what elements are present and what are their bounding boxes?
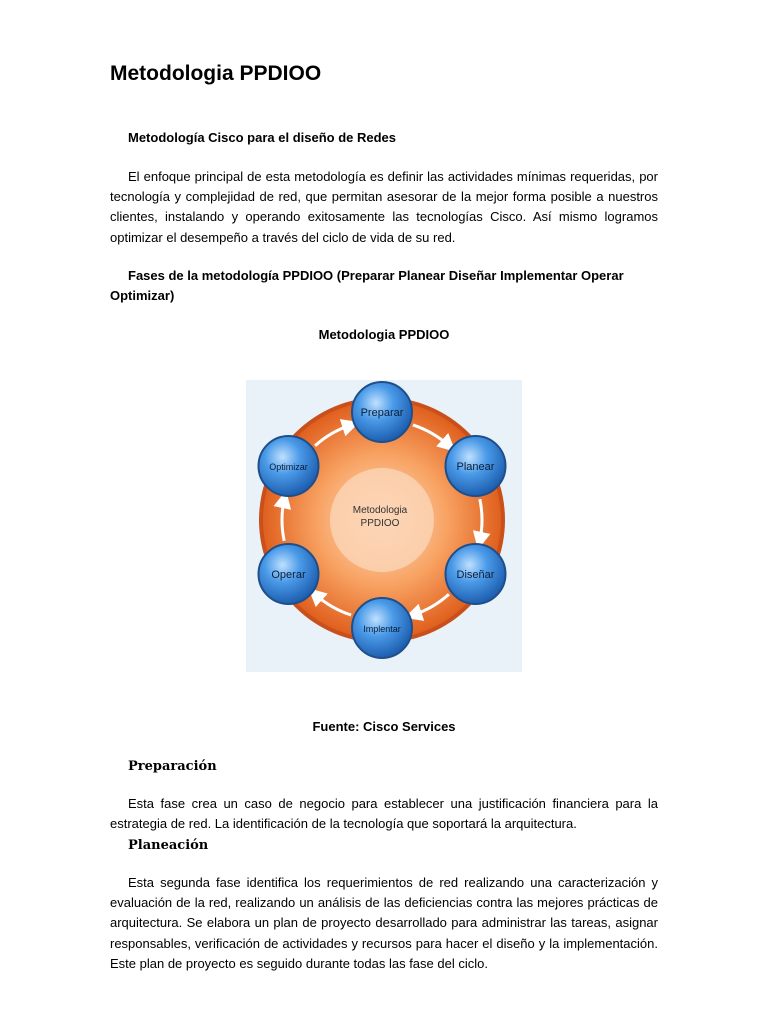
phase-node-label: Preparar [360,407,404,419]
section-text-planeacion: Esta segunda fase identifica los requerimientos de red realizando una caracterización y evaluación de la red, realizando un análisis de las deficiencias contra las mejores prácticas de arquitectura. Se elabora un plan de proyecto desarrollado para administrar las tareas, asignar responsables, verificación de actividades y recursos para hacer el diseño y la implementación. Este plan de proyecto es seguido durante todas las fase del ciclo. [110,875,658,971]
phase-node [446,544,506,604]
phase-node [352,598,412,658]
phase-node-label: Operar [271,569,306,581]
section-heading-planeacion: Planeación [128,838,209,853]
phase-node-label: Implentar [363,624,401,634]
figure-source: Fuente: Cisco Services [312,719,456,734]
phases-heading: Fases de la metodología PPDIOO (Preparar Planear Diseñar Implementar Operar Optimizar) [110,268,624,304]
page-title: Metodologia PPDIOO [110,62,322,85]
phase-node [352,382,412,442]
center-label-line2: PPDIOO [360,518,400,529]
intro-paragraph: El enfoque principal de esta metodología es definir las actividades mínimas requeridas, por tecnología y complejidad de red, que permitan asesorar de la mejor forma posible a nuestros clientes, instalando y operando exitosamente las tecnologías Cisco. Así mismo logramos optimizar el desempeño a través del ciclo de vida de su red. [110,169,658,245]
phase-node [259,544,319,604]
phase-node [259,436,319,496]
ppdioo-cycle-svg [246,380,522,672]
ppdioo-diagram [246,380,522,672]
section-heading-preparacion: Preparación [128,759,217,774]
subtitle: Metodología Cisco para el diseño de Redes [128,130,397,145]
phase-node [446,436,506,496]
phase-node-label: Planear [456,461,495,473]
phase-node-label: Diseñar [456,569,495,581]
figure-title: Metodologia PPDIOO [318,327,450,342]
center-label-line1: Metodologia [352,505,408,516]
section-text-preparacion: Esta fase crea un caso de negocio para establecer una justificación financiera para la estrategia de red. La identificación de la tecnología que soportará la arquitectura. [110,796,658,832]
phase-node-label: Optimizar [269,462,308,472]
